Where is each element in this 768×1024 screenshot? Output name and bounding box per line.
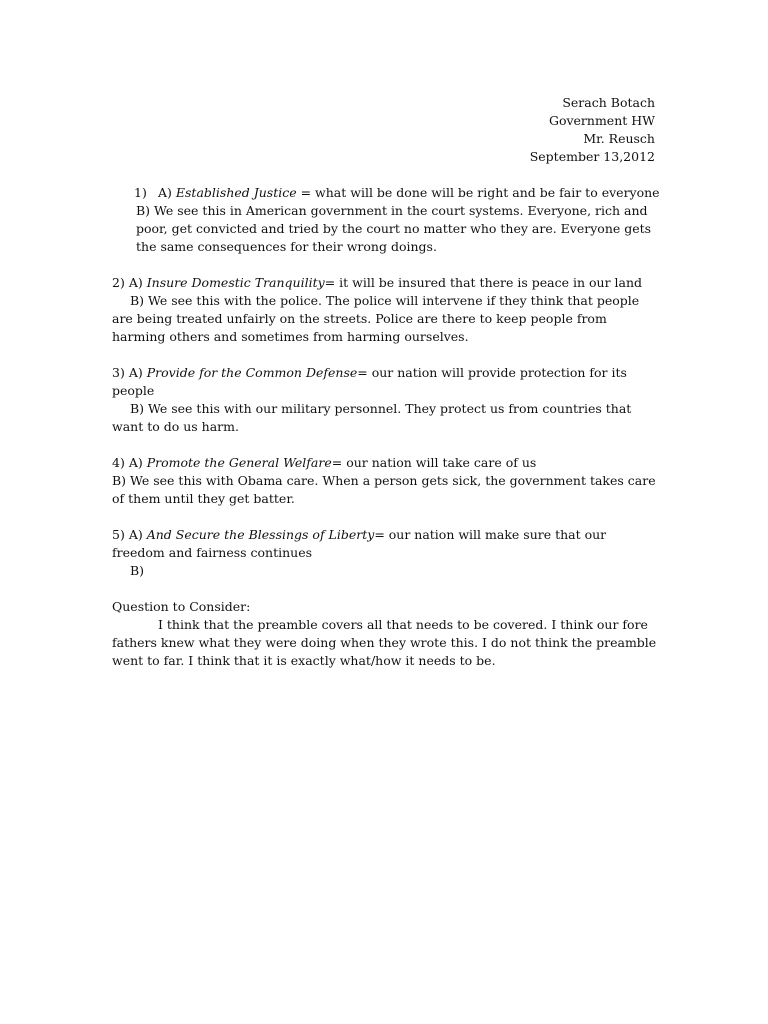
item-number: 2) bbox=[112, 275, 125, 290]
preamble-term: Promote the General Welfare bbox=[146, 455, 332, 470]
part-a-label: A) bbox=[128, 455, 143, 470]
preamble-term: Insure Domestic Tranquility bbox=[146, 275, 325, 290]
item-4-part-b: B) We see this with Obama care. When a person gets sick, the government takes care of them until they get batter. bbox=[112, 473, 656, 506]
header-block bbox=[530, 94, 655, 166]
item-number: 1) bbox=[134, 185, 147, 200]
item-2-part-a bbox=[112, 274, 660, 292]
item-number: 4) bbox=[112, 455, 125, 470]
item-2 bbox=[112, 274, 660, 346]
homework-body bbox=[112, 184, 660, 670]
preamble-term: Established Justice bbox=[175, 185, 297, 200]
course-title: Government HW bbox=[548, 113, 655, 128]
preamble-term: Provide for the Common Defense bbox=[146, 365, 358, 380]
part-a-label: A) bbox=[128, 527, 143, 542]
part-a-label: A) bbox=[128, 275, 143, 290]
assignment-date: September 13,2012 bbox=[529, 149, 655, 164]
item-1 bbox=[112, 184, 660, 256]
student-name: Serach Botach bbox=[562, 95, 655, 110]
part-a-definition: = what will be done will be right and be fair to everyone bbox=[296, 185, 660, 200]
question-answer: I think that the preamble covers all that needs to be covered. I think our fore fathers knew what they were doing when they wrote this. I do not think the preamble went to far. I think that it is exactly what/how it needs to be. bbox=[112, 617, 657, 668]
item-3 bbox=[112, 364, 660, 436]
item-2-part-b: B) We see this with the police. The police will intervene if they think that people are being treated unfairly on the streets. Police are there to keep people from harming others and sometimes from harming ourselves. bbox=[112, 293, 640, 344]
part-a-label: A) bbox=[158, 185, 172, 200]
question-section bbox=[112, 598, 660, 670]
preamble-term: And Secure the Blessings of Liberty bbox=[146, 527, 375, 542]
item-4 bbox=[112, 454, 660, 508]
item-1-part-a bbox=[112, 184, 660, 202]
part-a-definition: = our nation will make sure that our freedom and fairness continues bbox=[112, 527, 607, 560]
part-a-definition: = our nation will provide protection for its people bbox=[112, 365, 627, 398]
item-5 bbox=[112, 526, 660, 580]
part-a-label: A) bbox=[128, 365, 143, 380]
item-1-part-b: B) We see this in American government in the court systems. Everyone, rich and poor, get convicted and tried by the court no matter who they are. Everyone gets the same consequences for their wrong doings. bbox=[136, 203, 652, 254]
part-a-definition: = our nation will take care of us bbox=[331, 455, 537, 470]
item-5-part-a bbox=[112, 526, 660, 562]
item-number: 3) bbox=[112, 365, 125, 380]
item-4-part-a bbox=[112, 454, 660, 472]
item-3-part-a bbox=[112, 364, 660, 400]
item-3-part-b: B) We see this with our military personnel. They protect us from countries that want to do us harm. bbox=[112, 401, 632, 434]
question-heading: Question to Consider: bbox=[112, 599, 251, 614]
part-a-definition: = it will be insured that there is peace in our land bbox=[324, 275, 643, 290]
item-5-part-b: B) bbox=[130, 563, 145, 578]
item-number: 5) bbox=[112, 527, 125, 542]
teacher-name: Mr. Reusch bbox=[583, 131, 655, 146]
